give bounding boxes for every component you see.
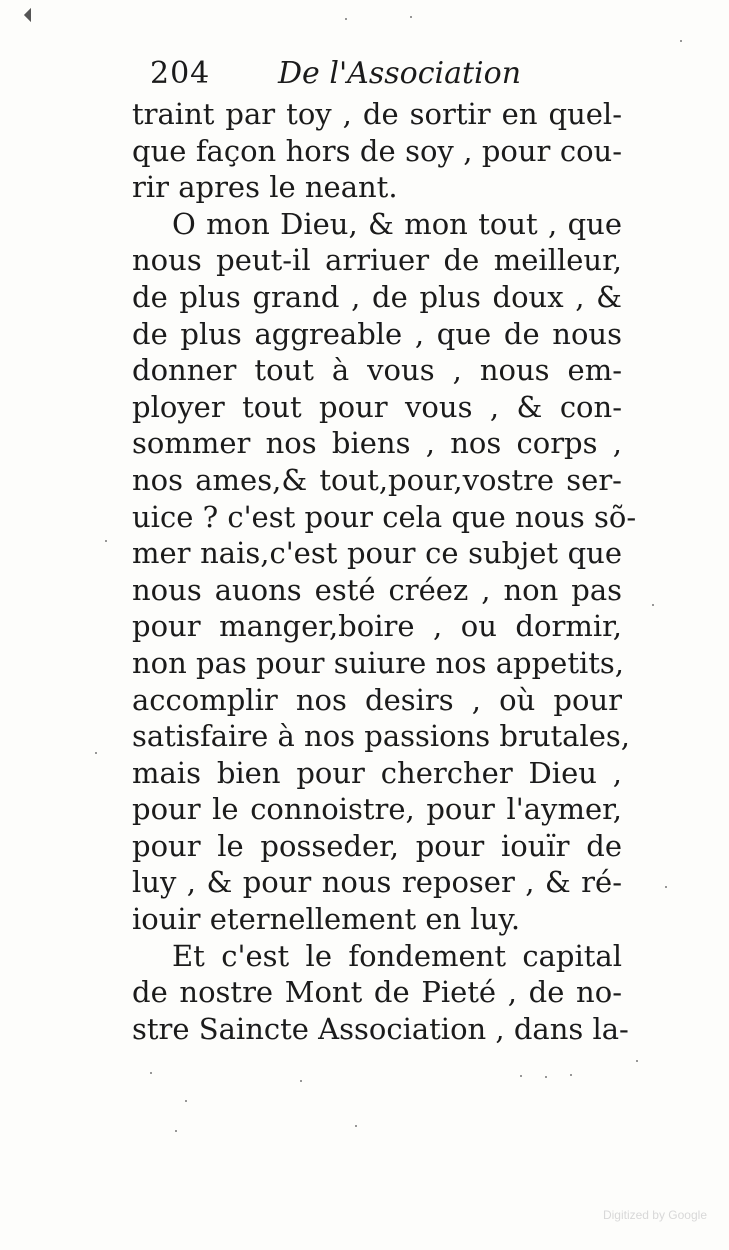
scan-speck: [95, 752, 97, 754]
scan-speck: [410, 16, 412, 18]
text-line: rir apres le neant.: [132, 170, 398, 205]
text-line: pour le posseder, pour iouïr de: [132, 828, 622, 863]
text-line: mer nais,c'est pour ce subjet que: [132, 536, 622, 571]
text-line: nous auons esté créez , non pas: [132, 572, 622, 607]
scan-speck: [665, 886, 667, 888]
text-line: O mon Dieu, & mon tout , que: [172, 206, 622, 241]
text-line: sommer nos biens , nos corps ,: [132, 426, 622, 461]
text-line: satisfaire à nos passions brutales,: [132, 719, 630, 754]
corner-mark: [24, 8, 38, 22]
text-line: de nostre Mont de Pieté , de no-: [132, 975, 622, 1010]
running-title: De l'Association: [278, 56, 522, 91]
text-line: stre Saincte Association , dans la-: [132, 1011, 629, 1046]
text-line: ployer tout pour vous , & con-: [132, 389, 622, 424]
body-text: [132, 96, 637, 1047]
digitized-watermark: Digitized by Google: [602, 1208, 707, 1222]
text-line: luy , & pour nous reposer , & ré-: [132, 865, 622, 900]
text-line: traint par toy , de sortir en quel-: [132, 97, 622, 131]
scan-speck: [105, 540, 107, 542]
scan-speck: [150, 1072, 152, 1074]
scan-speck: [185, 1100, 187, 1102]
text-line: non pas pour suiure nos appetits,: [132, 645, 625, 680]
text-line: que façon hors de soy , pour cou-: [132, 133, 622, 168]
scan-speck: [175, 1130, 177, 1132]
scan-speck: [545, 1076, 547, 1078]
text-line: de plus grand , de plus doux , &: [132, 279, 622, 314]
text-line: mais bien pour chercher Dieu ,: [132, 755, 622, 790]
scan-speck: [520, 1075, 522, 1077]
scan-speck: [345, 18, 347, 20]
text-line: Et c'est le fondement capital: [172, 938, 622, 973]
scan-speck: [300, 1080, 302, 1082]
scan-speck: [636, 1060, 638, 1062]
text-line: pour manger,boire , ou dormir,: [132, 609, 622, 644]
text-line: uice ? c'est pour cela que nous sõ-: [132, 499, 637, 534]
page-header: [150, 52, 630, 96]
page-number: 204: [150, 56, 211, 91]
scan-speck: [570, 1074, 572, 1076]
scan-speck: [680, 40, 682, 42]
scan-speck: [355, 1125, 357, 1127]
text-line: de plus aggreable , que de nous: [132, 316, 622, 351]
text-line: nos ames,& tout,pour,vostre ser-: [132, 462, 622, 497]
text-line: nous peut-il arriuer de meilleur,: [132, 243, 622, 278]
text-line: donner tout à vous , nous em-: [132, 353, 622, 388]
text-line: pour le connoistre, pour l'aymer,: [132, 792, 622, 827]
text-line: iouir eternellement en luy.: [132, 902, 521, 937]
scan-speck: [652, 604, 654, 606]
text-line: accomplir nos desirs , où pour: [132, 682, 622, 717]
